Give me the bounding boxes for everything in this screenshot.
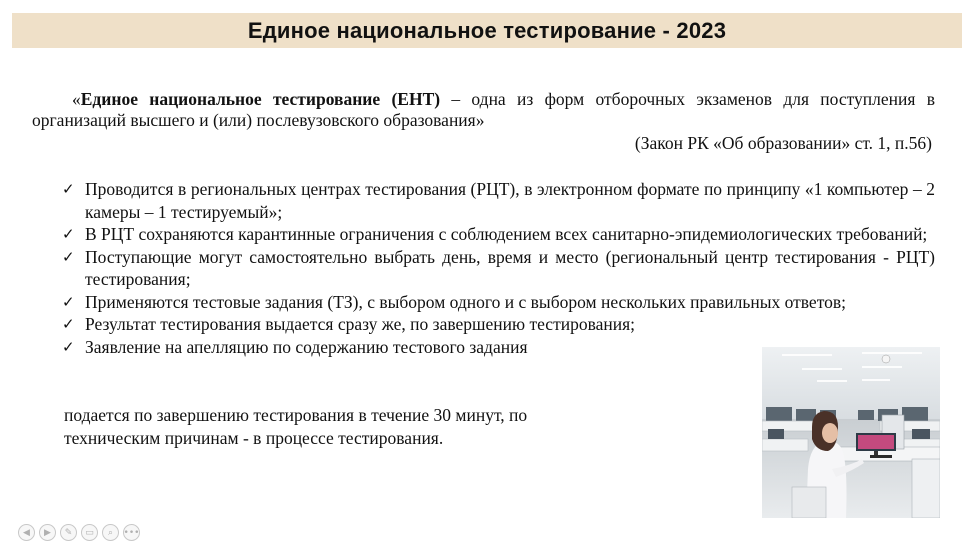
pen-icon[interactable]: ✎ bbox=[60, 524, 77, 541]
continuation-line: техническим причинам - в процессе тестирования. bbox=[64, 427, 444, 448]
law-citation: (Закон РК «Об образовании» ст. 1, п.56) bbox=[634, 133, 932, 153]
bullet-item bbox=[62, 246, 935, 291]
definition-open-quote: « bbox=[72, 89, 81, 109]
slideshow-toolbar bbox=[18, 524, 140, 541]
bullet-item bbox=[62, 178, 935, 223]
bullet-item bbox=[62, 291, 935, 314]
checkmark-icon: ✓ bbox=[62, 315, 75, 333]
bullet-continuation bbox=[64, 404, 527, 449]
next-icon[interactable]: ▶ bbox=[39, 524, 56, 541]
bullet-item bbox=[62, 313, 785, 336]
slide-title: Единое национальное тестирование - 2023 bbox=[247, 17, 727, 43]
testing-center-photo bbox=[762, 347, 940, 518]
definition-text: – одна из форм отборочных экзаменов для поступления в организаций высшего и (или) послевузовского образования» bbox=[32, 89, 936, 130]
bullet-text: Применяются тестовые задания (ТЗ), с выбором одного и с выбором нескольких правильных ответов; bbox=[85, 291, 846, 312]
checkmark-icon: ✓ bbox=[62, 292, 75, 311]
bullet-text: Проводится в региональных центрах тестирования (РЦТ), в электронном формате по принципу «1 компьютер – 2 камеры – 1 тестируемый»; bbox=[85, 179, 935, 222]
checkmark-icon: ✓ bbox=[62, 180, 75, 198]
bullet-list bbox=[62, 178, 935, 358]
title-bar bbox=[12, 13, 962, 48]
bullet-text: Заявление на апелляцию по содержанию тестового задания bbox=[85, 336, 528, 357]
checkmark-icon: ✓ bbox=[62, 337, 75, 356]
bullet-item bbox=[62, 223, 935, 246]
slides-icon[interactable]: ▭ bbox=[81, 524, 98, 541]
checkmark-icon: ✓ bbox=[62, 225, 75, 243]
definition-term: Единое национальное тестирование (ЕНТ) bbox=[80, 89, 441, 109]
bullet-item bbox=[62, 336, 640, 359]
bullet-text: В РЦТ сохраняются карантинные ограничения с соблюдением всех санитарно-эпидемиологических требований; bbox=[85, 224, 928, 244]
checkmark-icon: ✓ bbox=[62, 247, 75, 266]
more-icon[interactable]: ••• bbox=[123, 524, 140, 541]
definition-paragraph bbox=[32, 89, 935, 131]
bullet-text: Поступающие могут самостоятельно выбрать день, время и место (региональный центр тестирования - РЦТ) тестирования; bbox=[85, 246, 935, 289]
prev-icon[interactable]: ◀ bbox=[18, 524, 35, 541]
continuation-line: подается по завершению тестирования в течение 30 минут, по bbox=[64, 405, 528, 425]
zoom-icon[interactable]: ⌕ bbox=[102, 524, 119, 541]
bullet-text: Результат тестирования выдается сразу же, по завершению тестирования; bbox=[85, 314, 636, 334]
